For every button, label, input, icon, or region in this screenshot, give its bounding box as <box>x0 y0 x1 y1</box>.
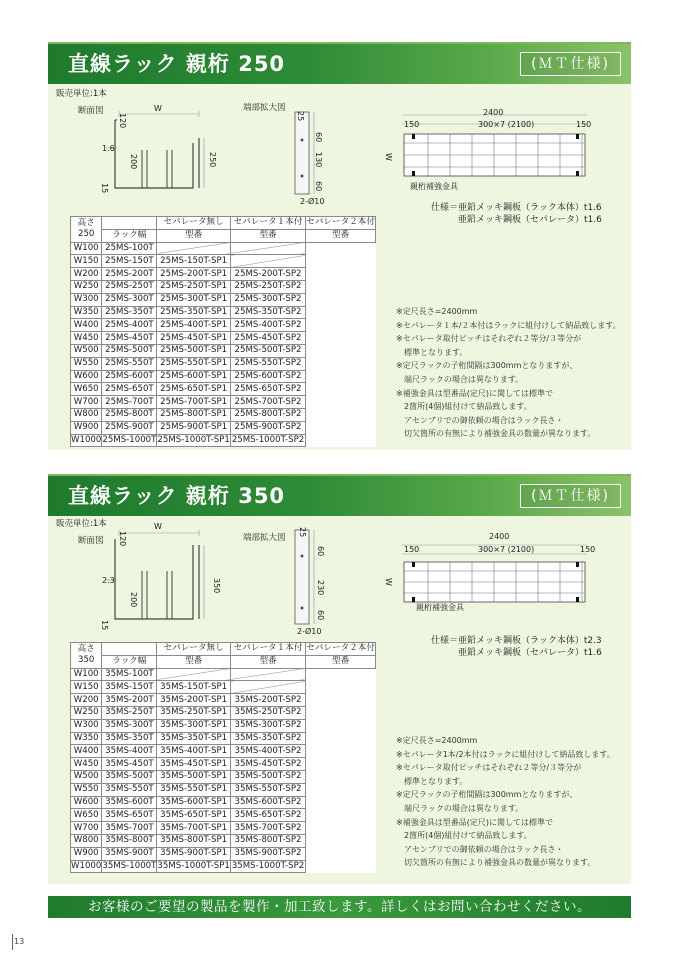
rack-width-cell: W150 <box>71 681 102 694</box>
col-header-1: セパレータ無し <box>157 217 230 230</box>
dim-w-2: W <box>154 522 162 531</box>
note-line: 切欠箇所の有無により補強金具の数量が異なります。 <box>396 429 596 439</box>
model-cell-sp1: 35MS-500T-SP1 <box>157 770 230 783</box>
model-cell-sp2: 35MS-350T-SP2 <box>230 732 305 745</box>
table-row <box>71 745 376 758</box>
model-cell-sp2: 35MS-800T-SP2 <box>230 834 305 847</box>
model-cell-sp2 <box>230 242 305 255</box>
model-cell-no-separator: 25MS-150T <box>102 255 157 268</box>
table-row <box>71 383 376 396</box>
height-label: 高さ 250 <box>71 217 102 243</box>
model-cell-no-separator: 35MS-450T <box>102 758 157 771</box>
model-cell-sp1: 25MS-450T-SP1 <box>157 332 230 345</box>
note-line: ※補強金具は型番品(定尺)に関しては標準で <box>396 817 553 827</box>
model-cell-sp1 <box>157 668 230 681</box>
dim-200: 200 <box>129 154 138 170</box>
rack-width-cell: W200 <box>71 694 102 707</box>
model-cell-no-separator: 25MS-200T <box>102 268 157 281</box>
model-cell-sp1: 25MS-1000T-SP1 <box>157 434 230 445</box>
table-row <box>71 758 376 771</box>
model-header-2-2: 型番 <box>230 655 305 668</box>
table-row <box>71 332 376 345</box>
model-cell-sp1: 35MS-200T-SP1 <box>157 694 230 707</box>
model-cell-no-separator: 25MS-1000T <box>102 434 157 445</box>
model-cell-no-separator: 35MS-100T <box>102 668 157 681</box>
rack-width-cell: W600 <box>71 370 102 383</box>
model-cell-sp2: 35MS-700T-SP2 <box>230 822 305 835</box>
notes-250 <box>396 305 621 441</box>
col-header-2: セパレータ１本付 <box>230 217 305 230</box>
table-row <box>71 319 376 332</box>
model-cell-sp1: 35MS-650T-SP1 <box>157 809 230 822</box>
sales-unit: 販売単位:1本 <box>56 89 107 99</box>
end-detail-label-2: 端部拡大図 <box>243 533 286 543</box>
reinforce-label: 親桁補強金具 <box>410 182 458 191</box>
table-row <box>71 822 376 835</box>
model-cell-sp2: 35MS-300T-SP2 <box>230 719 305 732</box>
model-cell-no-separator: 35MS-800T <box>102 834 157 847</box>
model-cell-no-separator: 25MS-450T <box>102 332 157 345</box>
model-cell-sp1: 35MS-150T-SP1 <box>157 681 230 694</box>
end-dim-60b-2: 60 <box>316 610 325 621</box>
model-cell-sp2 <box>230 255 305 268</box>
model-cell-sp1: 25MS-550T-SP1 <box>157 357 230 370</box>
note-line: 2箇所(4個)組付けて納品致します。 <box>396 831 532 841</box>
spec-badge-2: (ＭＴ仕様) <box>520 484 621 508</box>
rack-width-header-2: ラック幅 <box>102 655 157 668</box>
material-spec-2 <box>431 635 602 659</box>
model-cell-sp1: 25MS-350T-SP1 <box>157 306 230 319</box>
model-cell-sp2: 35MS-600T-SP2 <box>230 796 305 809</box>
model-cell-sp2: 35MS-500T-SP2 <box>230 770 305 783</box>
height-label-2: 高さ 350 <box>71 643 102 669</box>
end-detail-label: 端部拡大図 <box>243 103 286 113</box>
model-cell-sp2: 25MS-1000T-SP2 <box>231 434 305 445</box>
model-cell-sp2: 35MS-1000T-SP2 <box>231 860 305 871</box>
material-line-2-2: 亜鉛メッキ鋼板（セパレータ）t1.6 <box>458 648 602 658</box>
model-cell-no-separator: 35MS-700T <box>102 822 157 835</box>
model-cell-no-separator: 25MS-250T <box>102 280 157 293</box>
dim-200-2: 200 <box>129 592 138 608</box>
col-header-1-2: セパレータ無し <box>157 643 230 656</box>
model-cell-no-separator: 25MS-500T <box>102 344 157 357</box>
top-w-dim-2: W <box>384 578 393 586</box>
model-cell-no-separator: 35MS-200T <box>102 694 157 707</box>
model-cell-sp2: 35MS-200T-SP2 <box>230 694 305 707</box>
model-header-3-2: 型番 <box>306 655 376 668</box>
note-line: ※セパレータ取付ピッチはそれぞれ２等分/３等分が <box>396 334 582 344</box>
table-row <box>71 434 376 447</box>
model-cell-sp2: 25MS-700T-SP2 <box>230 396 305 409</box>
table-row <box>71 694 376 707</box>
table-row <box>71 306 376 319</box>
top-right-dim: 150 <box>576 120 592 129</box>
table-row <box>71 732 376 745</box>
model-cell-no-separator: 25MS-550T <box>102 357 157 370</box>
model-cell-sp2: 25MS-600T-SP2 <box>230 370 305 383</box>
end-dim-60b: 60 <box>314 181 323 192</box>
model-header-1: 型番 <box>157 229 230 242</box>
rack-width-cell: W1000 <box>71 434 102 445</box>
top-left-dim: 150 <box>404 120 420 129</box>
model-cell-sp1: 35MS-700T-SP1 <box>157 822 230 835</box>
note-line: ※補強金具は型番品(定尺)に関しては標準で <box>396 388 553 398</box>
model-cell-sp1: 25MS-500T-SP1 <box>157 344 230 357</box>
model-cell-no-separator: 25MS-300T <box>102 293 157 306</box>
end-dim-60a: 60 <box>314 132 323 143</box>
rack-width-cell: W700 <box>71 822 102 835</box>
model-cell-sp2: 35MS-450T-SP2 <box>230 758 305 771</box>
model-cell-sp1: 35MS-300T-SP1 <box>157 719 230 732</box>
model-cell-sp1: 35MS-1000T-SP1 <box>157 860 230 871</box>
rack-width-cell: W1000 <box>71 860 102 871</box>
model-cell-no-separator: 25MS-350T <box>102 306 157 319</box>
material-line-2: 亜鉛メッキ鋼板（セパレータ）t1.6 <box>458 215 602 225</box>
note-line: ※定尺長さ=2400mm <box>396 307 478 316</box>
col-header-2-2: セパレータ１本付 <box>230 643 305 656</box>
model-cell-sp1: 25MS-250T-SP1 <box>157 280 230 293</box>
dim-thickness-2: 2.3 <box>102 576 115 585</box>
material-spec <box>431 202 602 226</box>
model-cell-sp2: 35MS-550T-SP2 <box>230 783 305 796</box>
model-cell-sp2 <box>230 681 305 694</box>
rack-width-cell: W150 <box>71 255 102 268</box>
model-cell-sp2: 25MS-550T-SP2 <box>230 357 305 370</box>
table-body-350 <box>71 668 376 873</box>
model-cell-sp1: 25MS-700T-SP1 <box>157 396 230 409</box>
page-title: 直線ラック 親桁 250 <box>68 52 286 76</box>
note-line: ※定尺長さ=2400mm <box>396 736 478 745</box>
table-row <box>71 255 376 268</box>
note-line: 標準となります。 <box>396 776 468 786</box>
model-header-2: 型番 <box>230 229 305 242</box>
model-cell-sp1: 25MS-200T-SP1 <box>157 268 230 281</box>
rack-width-cell: W250 <box>71 280 102 293</box>
model-cell-sp1: 35MS-450T-SP1 <box>157 758 230 771</box>
model-cell-no-separator: 35MS-650T <box>102 809 157 822</box>
rack-width-cell: W650 <box>71 809 102 822</box>
model-cell-sp2: 25MS-650T-SP2 <box>230 383 305 396</box>
hole-label: 2-Ø10 <box>300 197 325 206</box>
model-cell-sp2: 25MS-300T-SP2 <box>230 293 305 306</box>
col-header-3-2: セパレータ２本付 <box>306 643 375 654</box>
footer-banner: お客様のご要望の製品を製作・加工致します。詳しくはお問い合わせください。 <box>48 896 631 918</box>
rack-width-cell: W900 <box>71 847 102 860</box>
table-row <box>71 706 376 719</box>
model-cell-sp2: 25MS-500T-SP2 <box>230 344 305 357</box>
table-row <box>71 421 376 434</box>
model-cell-sp2: 35MS-250T-SP2 <box>230 706 305 719</box>
page-number: 13 <box>14 937 25 946</box>
note-line: アセンブリでの御依頼の場合はラック長さ・ <box>396 844 564 854</box>
model-cell-no-separator: 35MS-400T <box>102 745 157 758</box>
note-line: 切欠箇所の有無により補強金具の数量が異なります。 <box>396 858 596 868</box>
note-line: 標準となります。 <box>396 347 468 357</box>
model-header-1-2: 型番 <box>157 655 230 668</box>
rack-width-cell: W300 <box>71 719 102 732</box>
rack-width-cell: W550 <box>71 357 102 370</box>
hole-label-2: 2-Ø10 <box>297 627 322 636</box>
model-cell-sp1: 35MS-900T-SP1 <box>157 847 230 860</box>
material-line-1-2: 仕様＝亜鉛メッキ鋼板（ラック本体）t2.3 <box>431 636 602 646</box>
top-total-dim-2: 2400 <box>489 532 510 541</box>
top-w-dim: W <box>384 153 393 161</box>
table-row <box>71 719 376 732</box>
model-cell-sp1: 35MS-600T-SP1 <box>157 796 230 809</box>
model-cell-sp1: 25MS-400T-SP1 <box>157 319 230 332</box>
table-row <box>71 809 376 822</box>
top-total-dim: 2400 <box>483 108 504 117</box>
model-cell-sp1: 25MS-150T-SP1 <box>157 255 230 268</box>
model-header-3: 型番 <box>306 229 376 242</box>
note-line: ※定尺ラックの子桁間隔は300mmとなりますが、 <box>396 790 578 800</box>
model-cell-sp2: 25MS-450T-SP2 <box>230 332 305 345</box>
model-cell-sp2: 25MS-200T-SP2 <box>230 268 305 281</box>
model-cell-no-separator: 35MS-350T <box>102 732 157 745</box>
model-cell-sp2 <box>230 668 305 681</box>
model-cell-no-separator: 35MS-600T <box>102 796 157 809</box>
dim-120: 120 <box>118 113 127 129</box>
model-cell-sp1: 25MS-600T-SP1 <box>157 370 230 383</box>
top-mid-dim-2: 300×7 (2100) <box>478 545 535 554</box>
end-dim-mid-2: 230 <box>316 580 325 596</box>
rack-width-cell: W400 <box>71 319 102 332</box>
model-table-2 <box>70 642 376 873</box>
rack-width-cell: W350 <box>71 732 102 745</box>
rack-width-cell: W900 <box>71 421 102 434</box>
model-cell-no-separator: 35MS-500T <box>102 770 157 783</box>
model-cell-sp2: 35MS-650T-SP2 <box>230 809 305 822</box>
page-number-divider <box>12 934 13 950</box>
model-cell-no-separator: 25MS-800T <box>102 408 157 421</box>
notes-350 <box>396 734 615 870</box>
dim-height: 250 <box>208 152 217 168</box>
model-cell-sp2: 25MS-350T-SP2 <box>230 306 305 319</box>
model-cell-sp2: 35MS-900T-SP2 <box>230 847 305 860</box>
table-row <box>71 408 376 421</box>
cross-section-label-2: 断面図 <box>78 536 104 546</box>
rack-width-header: ラック幅 <box>102 229 157 242</box>
model-cell-sp1: 25MS-650T-SP1 <box>157 383 230 396</box>
cross-section-label: 断面図 <box>78 106 104 116</box>
end-dim-mid: 130 <box>314 152 323 168</box>
note-line: 端尺ラックの場合は異なります。 <box>396 803 524 813</box>
model-cell-no-separator: 25MS-400T <box>102 319 157 332</box>
table-row <box>71 847 376 860</box>
table-row <box>71 834 376 847</box>
model-cell-no-separator: 25MS-900T <box>102 421 157 434</box>
note-line: アセンブリでの御依頼の場合はラック長さ・ <box>396 415 564 425</box>
table-row <box>71 280 376 293</box>
note-line: ※セパレータ1本/2本付はラックに組付けして納品致します。 <box>396 749 615 759</box>
reinforce-label-2: 親桁補強金具 <box>416 603 464 612</box>
rack-width-cell: W350 <box>71 306 102 319</box>
rack-width-cell: W550 <box>71 783 102 796</box>
model-cell-no-separator: 35MS-250T <box>102 706 157 719</box>
rack-width-cell: W300 <box>71 293 102 306</box>
note-line: ※定尺ラックの子桁間隔は300mmとなりますが、 <box>396 361 578 371</box>
model-cell-sp2: 25MS-900T-SP2 <box>230 421 305 434</box>
model-cell-sp1: 25MS-300T-SP1 <box>157 293 230 306</box>
table-row <box>71 783 376 796</box>
top-left-dim-2: 150 <box>404 545 420 554</box>
model-cell-sp1: 35MS-550T-SP1 <box>157 783 230 796</box>
table-row <box>71 293 376 306</box>
model-cell-sp2: 35MS-400T-SP2 <box>230 745 305 758</box>
rack-width-cell: W800 <box>71 408 102 421</box>
model-cell-no-separator: 35MS-900T <box>102 847 157 860</box>
model-table <box>70 216 376 447</box>
table-row <box>71 668 376 681</box>
rack-width-cell: W200 <box>71 268 102 281</box>
rack-width-cell: W450 <box>71 758 102 771</box>
end-dim-25-2: 25 <box>298 527 307 538</box>
dim-120-2: 120 <box>118 531 127 547</box>
model-cell-no-separator: 35MS-150T <box>102 681 157 694</box>
model-cell-no-separator: 35MS-1000T <box>102 860 157 871</box>
rack-width-cell: W450 <box>71 332 102 345</box>
section-250-header <box>48 42 631 84</box>
rack-width-cell: W400 <box>71 745 102 758</box>
table-row <box>71 344 376 357</box>
table-row <box>71 268 376 281</box>
col-header-3: セパレータ２本付 <box>306 217 375 228</box>
model-cell-sp1: 25MS-900T-SP1 <box>157 421 230 434</box>
sales-unit-2: 販売単位:1本 <box>56 519 107 529</box>
rack-width-cell: W600 <box>71 796 102 809</box>
end-detail-drawing-2 <box>290 528 340 630</box>
model-cell-sp1: 25MS-800T-SP1 <box>157 408 230 421</box>
model-cell-sp1: 35MS-250T-SP1 <box>157 706 230 719</box>
rack-width-cell: W800 <box>71 834 102 847</box>
model-cell-sp2: 25MS-800T-SP2 <box>230 408 305 421</box>
model-cell-sp1: 35MS-400T-SP1 <box>157 745 230 758</box>
top-right-dim-2: 150 <box>580 545 596 554</box>
model-cell-no-separator: 35MS-300T <box>102 719 157 732</box>
page-title-2: 直線ラック 親桁 350 <box>68 484 286 508</box>
table-row <box>71 396 376 409</box>
note-line: 端尺ラックの場合は異なります。 <box>396 374 524 384</box>
model-cell-no-separator: 25MS-650T <box>102 383 157 396</box>
model-cell-no-separator: 25MS-700T <box>102 396 157 409</box>
model-cell-no-separator: 25MS-600T <box>102 370 157 383</box>
rack-width-cell: W100 <box>71 668 102 681</box>
model-cell-sp2: 25MS-250T-SP2 <box>230 280 305 293</box>
cross-section-drawing <box>95 108 225 198</box>
material-line-1: 仕様＝亜鉛メッキ鋼板（ラック本体）t1.6 <box>431 203 602 213</box>
model-cell-sp2: 25MS-400T-SP2 <box>230 319 305 332</box>
spec-badge: (ＭＴ仕様) <box>520 52 621 76</box>
table-row <box>71 681 376 694</box>
dim-height-2: 350 <box>212 578 221 594</box>
model-cell-sp1: 35MS-800T-SP1 <box>157 834 230 847</box>
table-row <box>71 770 376 783</box>
table-row <box>71 860 376 873</box>
end-dim-25: 25 <box>296 111 305 122</box>
note-line: ※セパレータ取付ピッチはそれぞれ２等分/３等分が <box>396 763 582 773</box>
rack-width-cell: W700 <box>71 396 102 409</box>
note-line: 2箇所(4個)組付けて納品致します。 <box>396 402 532 412</box>
table-row <box>71 242 376 255</box>
top-mid-dim: 300×7 (2100) <box>478 120 535 129</box>
table-body-250 <box>71 242 376 447</box>
end-dim-60a-2: 60 <box>316 546 325 557</box>
rack-width-cell: W100 <box>71 242 102 255</box>
dim-15: 15 <box>100 183 109 194</box>
model-cell-sp1: 35MS-350T-SP1 <box>157 732 230 745</box>
rack-width-cell: W500 <box>71 770 102 783</box>
note-line: ※セパレータ１本/２本付はラックに組付けして納品致します。 <box>396 320 621 330</box>
dim-w: W <box>154 104 162 113</box>
model-cell-sp1 <box>157 242 230 255</box>
model-cell-no-separator: 35MS-550T <box>102 783 157 796</box>
rack-width-cell: W650 <box>71 383 102 396</box>
rack-width-cell: W500 <box>71 344 102 357</box>
table-row <box>71 796 376 809</box>
table-row <box>71 370 376 383</box>
table-row <box>71 357 376 370</box>
dim-thickness: 1.6 <box>102 144 115 153</box>
section-350-header <box>48 474 631 516</box>
rack-width-cell: W250 <box>71 706 102 719</box>
model-cell-no-separator: 25MS-100T <box>102 242 157 255</box>
dim-15-2: 15 <box>100 620 109 631</box>
